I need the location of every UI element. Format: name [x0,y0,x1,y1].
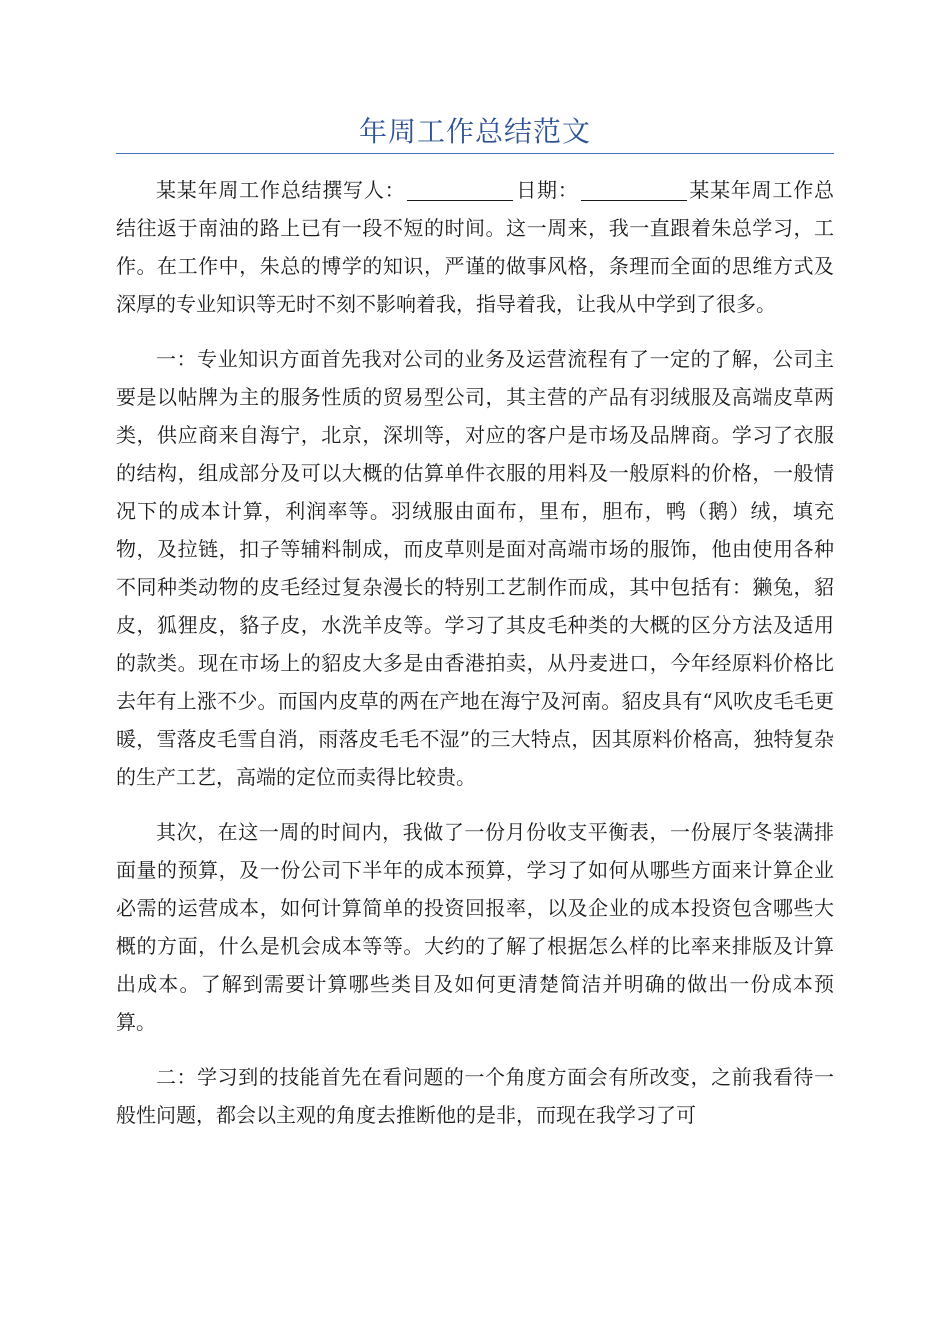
paragraph-budget-work: 其次，在这一周的时间内，我做了一份月份收支平衡表，一份展厅冬装满排面量的预算，及一份公司下半年的成本预算，学习了如何从哪些方面来计算企业必需的运营成本，如何计算简单的投资回报率，以及企业的成本投资包含哪些大概的方面，什么是机会成本等等。大约的了解了根据怎么样的比率来排版及计算出成本。了解到需要计算哪些类目及如何更清楚简洁并明确的做出一份成本预算。 [116,820,834,1034]
intro-text: 某某年周工作总结往返于南油的路上已有一段不短的时间。这一周来，我一直跟着朱总学习，工作。在工作中，朱总的博学的知识，严谨的做事风格，条理而全面的思维方式及深厚的专业知识等无时不刻不影响着我，指导着我，让我从中学到了很多。 [116,178,835,316]
date-label: 日期： [515,178,579,202]
document-title: 年周工作总结范文 [358,115,591,148]
author-label: 某某年周工作总结撰写人： [156,178,406,202]
intro-paragraph [116,171,834,323]
date-blank-field [581,176,687,201]
paragraph-professional-knowledge: 一：专业知识方面首先我对公司的业务及运营流程有了一定的了解，公司主要是以帖牌为主的服务性质的贸易型公司，其主营的产品有羽绒服及高端皮草两类，供应商来自海宁，北京，深圳等，对应的客户是市场及品牌商。学习了衣服的结构，组成部分及可以大概的估算单件衣服的用料及一般原料的价格，一般情况下的成本计算，利润率等。羽绒服由面布，里布，胆布，鸭（鹅）绒，填充物，及拉链，扣子等辅料制成，而皮草则是面对高端市场的服饰，他由使用各种不同种类动物的皮毛经过复杂漫长的特别工艺制作而成，其中包括有：獭兔，貂皮，狐狸皮，貉子皮，水洗羊皮等。学习了其皮毛种类的大概的区分方法及适用的款类。现在市场上的貂皮大多是由香港拍卖，从丹麦进口，今年经原料价格比去年有上涨不少。而国内皮草的两在产地在海宁及河南。貂皮具有“风吹皮毛毛更暖，雪落皮毛雪自消，雨落皮毛毛不湿”的三大特点，因其原料价格高，独特复杂的生产工艺，高端的定位而卖得比较贵。 [116,347,834,789]
paragraph-skills-learned: 二：学习到的技能首先在看问题的一个角度方面会有所改变，之前我看待一般性问题，都会以主观的角度去推断他的是非，而现在我学习了可 [116,1065,834,1127]
document-body [116,171,834,1151]
title-underline [116,153,834,154]
author-blank-field [407,176,513,201]
